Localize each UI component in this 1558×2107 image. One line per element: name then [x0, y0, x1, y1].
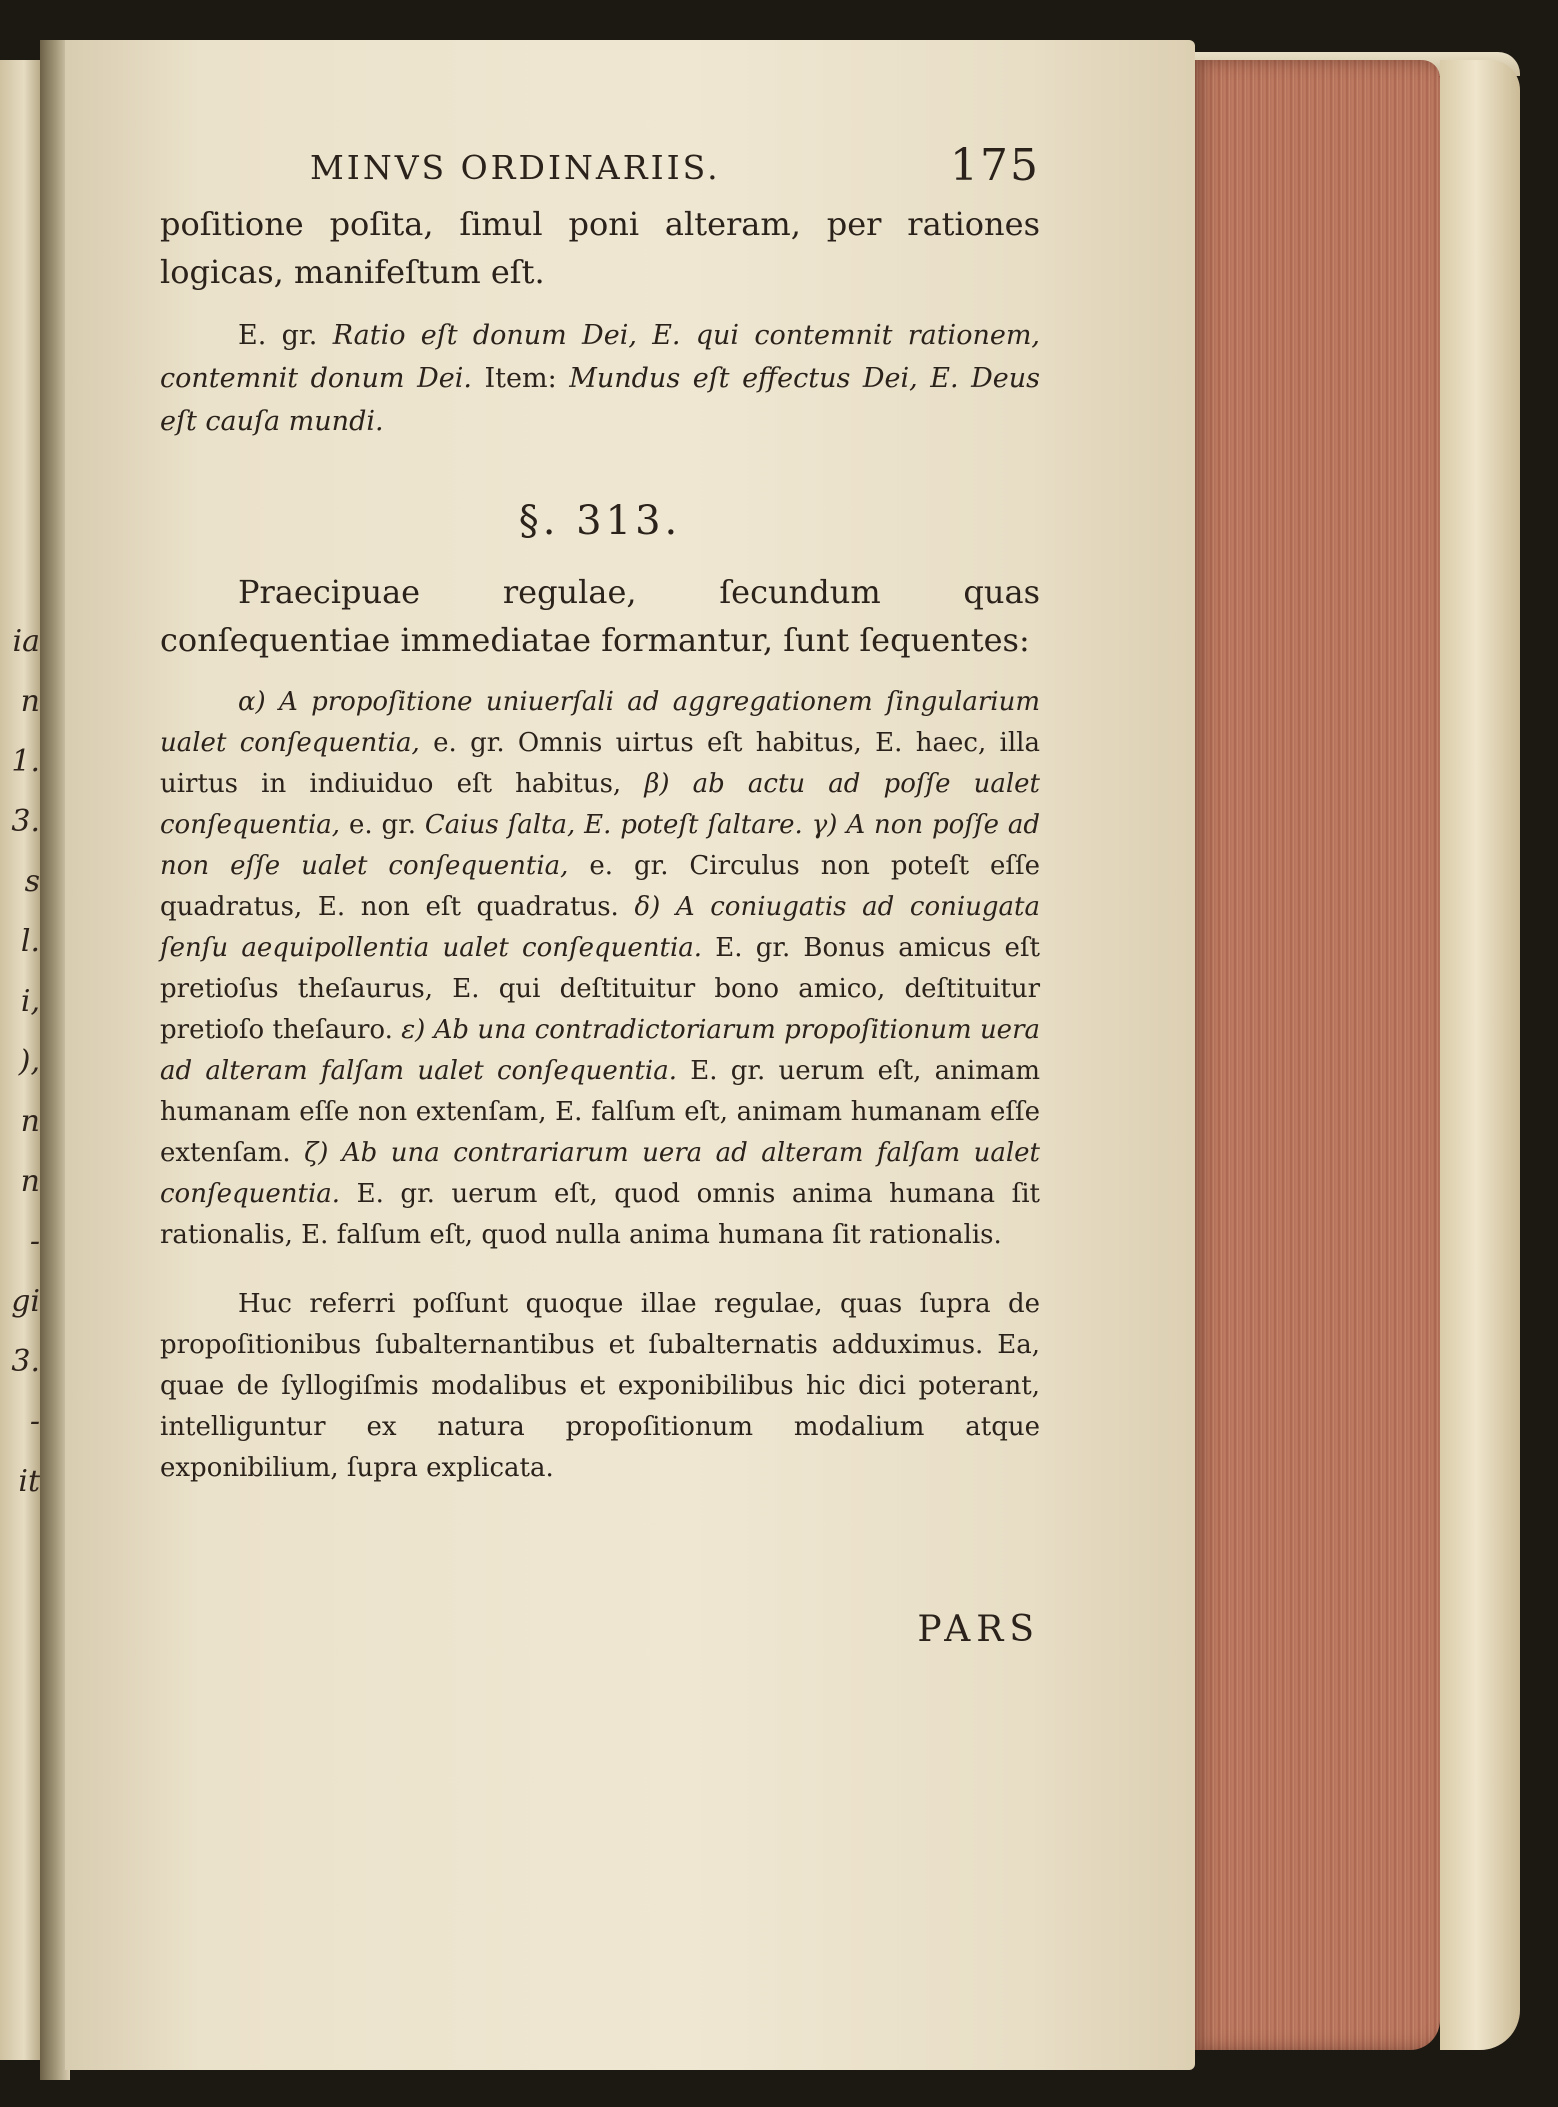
left-fragment: ia [12, 624, 40, 659]
paragraph-1: poſitione poſita, ſimul poni alteram, per rationes logicas, manifeſtum eſt. [160, 205, 1040, 291]
rule-alpha-example: e. gr. Omnis uirtus eſt habitus, E. haec, illa uirtus in indiuiduo eſt habitus, [160, 728, 1040, 799]
left-page-edge [0, 60, 40, 2060]
rule-beta-eg: e. gr. [348, 810, 416, 840]
rule-zeta: ζ) Ab una contrariarum uera ad alteram falſam ualet conſequentia. [160, 1138, 1040, 1209]
eg-label: E. gr. [238, 320, 318, 351]
rule-beta: β) ab actu ad poſſe ualet conſequentia, [160, 769, 1041, 840]
page-edges-block [1190, 60, 1440, 2050]
paragraph-rules [160, 682, 1040, 1256]
example-2: Mundus eſt effectus Dei, E. Deus eſt cauſa mundi. [160, 363, 1040, 437]
item-label: Item: [484, 363, 557, 394]
spacer [160, 296, 1040, 314]
left-fragment: i, [20, 984, 40, 1019]
paragraph-5: Huc referri poſſunt quoque illae regulae, quas ſupra de propoſitionibus ſubalternantibus et ſubalternatis adduximus. Ea, quae de ſyllogiſmis modalibus et exponibilibus hic dici poterant, intelliguntur ex natura propoſitionum modalium atque exponibilium, ſupra explicata. [160, 1289, 1040, 1483]
example-1: Ratio eſt donum Dei, E. qui contemnit rationem, contemnit donum Dei. [160, 320, 1041, 394]
left-fragment: ), [18, 1044, 40, 1079]
left-fragment: 3. [11, 804, 40, 839]
text-column [160, 140, 1040, 1650]
rule-epsilon-example: E. gr. uerum eſt, animam humanam eſſe non extenſam, E. falſum eſt, animam humanam eſſe extenſam. [160, 1056, 1041, 1168]
rule-delta-example: E. gr. Bonus amicus eſt pretioſus theſaurus, E. qui deſtituitur bono amico, deſtituitur pretioſo theſauro. [160, 933, 1041, 1045]
left-fragment: 3. [11, 1344, 40, 1379]
rule-gamma-example: e. gr. Circulus non poteſt eſſe quadratus, E. non eſt quadratus. [160, 851, 1040, 922]
rule-alpha: α) A propoſitione uniuerſali ad aggregationem ſingularium ualet conſequentia, [160, 687, 1040, 758]
rule-gamma: γ) A non poſſe ad non eſſe ualet conſequentia, [160, 810, 1040, 881]
left-fragment: n [20, 1104, 40, 1139]
left-fragment: - [29, 1404, 40, 1439]
section-heading: §. 313. [518, 498, 682, 544]
cover-edge [1440, 60, 1520, 2050]
left-fragment: gi [11, 1284, 40, 1319]
rule-delta: δ) A coniugatis ad coniugata ſenſu aequipollentia ualet conſequentia. [160, 892, 1041, 963]
paragraph-2 [160, 314, 1040, 443]
spacer [160, 1256, 1040, 1284]
catchword: PARS [917, 1609, 1040, 1650]
running-head [160, 140, 1040, 200]
left-fragment: 1. [11, 744, 40, 779]
left-fragment: s [24, 864, 40, 899]
left-fragment: n [20, 1164, 40, 1199]
rule-epsilon: ε) Ab una contradictoriarum propoſitionum uera ad alteram falſam ualet conſequentia. [160, 1015, 1041, 1086]
left-fragment: it [18, 1464, 40, 1499]
left-fragment: n [20, 684, 40, 719]
paragraph-3: Praecipuae regulae, ſecundum quas conſequentiae immediatae formantur, ſunt ſequentes: [160, 573, 1040, 659]
page-number: 175 [950, 140, 1040, 191]
spacer [160, 664, 1040, 682]
running-head-title: MINVS ORDINARIIS. [310, 148, 721, 187]
left-fragment: l. [20, 924, 40, 959]
rule-beta-example: Caius ſalta, E. poteſt ſaltare. [424, 810, 803, 840]
rule-zeta-example: E. gr. uerum eſt, quod omnis anima humana ſit rationalis, E. falſum eſt, quod nulla anima humana ſit rationalis. [160, 1179, 1040, 1250]
left-fragment: - [29, 1224, 40, 1259]
left-margin-fragments [0, 620, 40, 1520]
